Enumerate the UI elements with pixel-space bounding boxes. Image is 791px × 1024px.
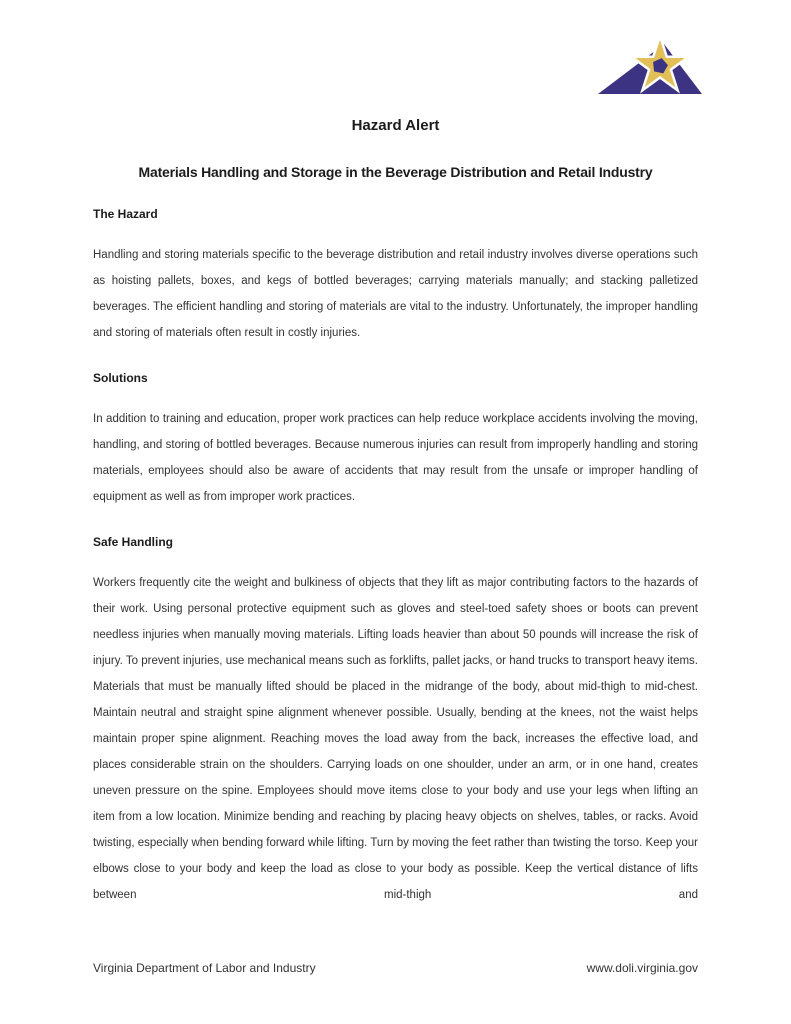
section-the-hazard bbox=[93, 206, 698, 346]
section-paragraph: In addition to training and education, proper work practices can help reduce workplace accidents involving the moving, handling, and storing of bottled beverages. Because numerous injuries can result from improperly handling and storing materials, employees should also be aware of accidents that may result from the unsafe or improper handling of equipment as well as from improper work practices. bbox=[93, 413, 698, 503]
section-safe-handling bbox=[93, 534, 698, 908]
page-footer bbox=[93, 960, 698, 976]
page-title: Hazard Alert bbox=[351, 117, 440, 134]
section-heading: Solutions bbox=[93, 371, 148, 385]
footer-agency-name: Virginia Department of Labor and Industry bbox=[93, 961, 316, 975]
section-paragraph: Handling and storing materials specific to the beverage distribution and retail industry involves diverse operations such as hoisting pallets, boxes, and kegs of bottled beverages; carrying materials manually; and stacking palletized beverages. The efficient handling and storing of materials are vital to the industry. Unfortunately, the improper handling and storing of materials often result in costly injuries. bbox=[93, 249, 698, 339]
section-solutions bbox=[93, 370, 698, 510]
document-title: Materials Handling and Storage in the Beverage Distribution and Retail Industry bbox=[138, 164, 653, 180]
section-heading: Safe Handling bbox=[93, 535, 174, 549]
document-content bbox=[93, 0, 698, 908]
section-heading: The Hazard bbox=[93, 207, 158, 221]
footer-website-url: www.doli.virginia.gov bbox=[586, 961, 698, 975]
section-paragraph: Workers frequently cite the weight and bulkiness of objects that they lift as major contributing factors to the hazards of their work. Using personal protective equipment such as gloves and steel-toed safety shoes or boots can prevent needless injuries when manually moving materials. Lifting loads heavier than about 50 pounds will increase the risk of injury. To prevent injuries, use mechanical means such as forklifts, pallet jacks, or hand trucks to transport heavy items. Materials that must be manually lifted should be placed in the midrange of the body, about mid-thigh to mid-chest. Maintain neutral and straight spine alignment whenever possible. Usually, bending at the knees, not the waist helps maintain proper spine alignment. Reaching moves the load away from the back, increases the effective load, and places considerable strain on the shoulders. Carrying loads on one shoulder, under an arm, or in one hand, creates uneven pressure on the spine. Employees should move items close to your body and use your legs when lifting an item from a low location. Minimize bending and reaching by placing heavy objects on shelves, tables, or racks. Avoid twisting, especially when bending forward while lifting. Turn by moving the feet rather than twisting the torso. Keep your elbows close to your body and keep the load as close to your body as possible. Keep the vertical distance of lifts between mid-thigh and bbox=[93, 577, 698, 901]
